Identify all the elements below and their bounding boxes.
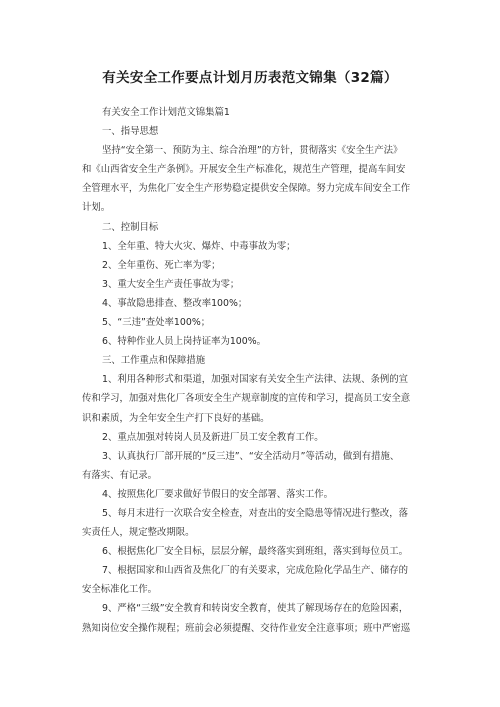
list-item: 6、特种作业人员上岗持证率为100%。 (102, 336, 267, 348)
list-item: 2、全年重伤、死亡率为零； (102, 259, 221, 271)
paragraph-line: 熟知岗位安全操作规程；班前会必须提醒、交待作业安全注意事项；班中严密巡 (82, 622, 411, 634)
paragraph-line: 5、每月末进行一次联合安全检查，对查出的安全隐患等情况进行整改，落 (102, 507, 408, 519)
paragraph-line: 有落实、有记录。 (82, 469, 158, 481)
list-item: 3、重大安全生产责任事故为零； (102, 278, 240, 290)
paragraph-line: 4、按照焦化厂要求做好节假日的安全部署、落实工作。 (102, 488, 333, 500)
section-heading: 二、控制目标 (102, 221, 159, 233)
paragraph-line: 计划。 (82, 202, 111, 214)
section-heading: 一、指导思想 (102, 126, 159, 138)
list-item: 4、事故隐患排查、整改率100%； (102, 297, 248, 309)
paragraph-line: 识和素质，为全年安全生产打下良好的基础。 (82, 412, 270, 424)
paragraph-line: 9、严格“三级”安全教育和转岗安全教育，使其了解现场存在的危险因素， (102, 603, 409, 615)
paragraph-line: 2、重点加强对转岗人员及新进厂员工安全教育工作。 (102, 431, 324, 443)
section-heading: 三、工作重点和保障措施 (102, 355, 206, 367)
paragraph-line: 传和学习，加强对焦化厂各项安全生产规章制度的宣传和学习，提高员工安全意 (82, 393, 411, 405)
paragraph-line: 1、利用各种形式和渠道，加强对国家有关安全生产法律、法规、条例的宣 (102, 374, 408, 386)
paragraph-line: 坚持“安全第一、预防为主、综合治理”的方针，贯彻落实《安全生产法》 (102, 145, 403, 157)
section-subtitle: 有关安全工作计划范文锦集篇1 (102, 107, 230, 118)
paragraph-line: 7、根据国家和山西省及焦化厂的有关要求，完成危险化学品生产、储存的 (102, 565, 408, 577)
paragraph-line: 安全标准化工作。 (82, 584, 158, 596)
list-item: 5、“三违”查处率100%； (102, 317, 211, 329)
paragraph-line: 全管理水平，为焦化厂安全生产形势稳定提供安全保障。努力完成车间安全工作 (82, 183, 411, 195)
paragraph-line: 6、根据焦化厂安全目标，层层分解，最终落实到班组，落实到每位员工。 (102, 546, 408, 558)
document-body (82, 103, 420, 638)
list-item: 1、全年重、特大火灾、爆炸、中毒事故为零； (102, 240, 296, 252)
document-title: 有关安全工作要点计划月历表范文锦集（32篇） (102, 70, 398, 86)
paragraph-line: 实责任人，规定整改期限。 (82, 527, 195, 539)
paragraph-line: 3、认真执行厂部开展的“反三违”、“安全活动月”等活动，做到有措施、 (102, 450, 400, 462)
paragraph-line: 和《山西省安全生产条例》。开展安全生产标准化，规范生产管理，提高车间安 (82, 164, 406, 176)
